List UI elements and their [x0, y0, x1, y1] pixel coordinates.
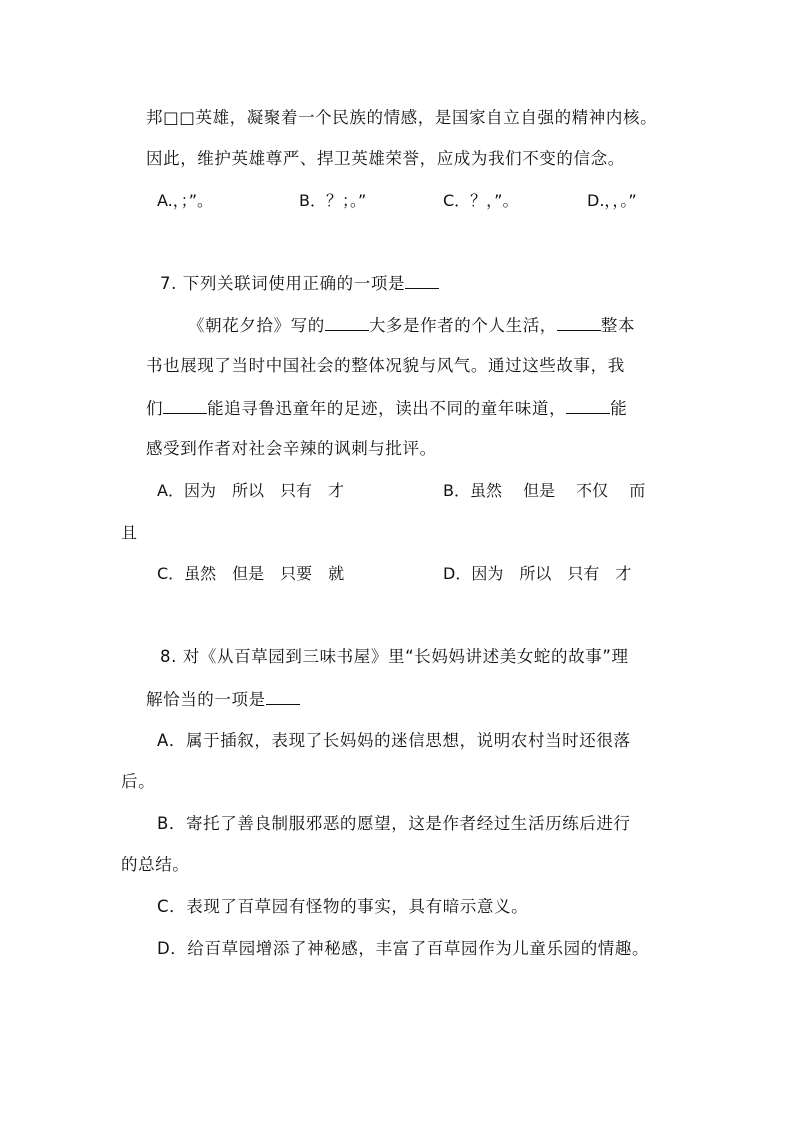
- q7-blank-2[interactable]: [557, 313, 601, 331]
- q7-option-c: C．虽然 但是 只要 就: [157, 564, 345, 583]
- q8-option-b-line-1: B．寄托了善良制服邪恶的愿望，这是作者经过生活历练后进行: [157, 814, 631, 833]
- q7-blank-1[interactable]: [325, 313, 369, 331]
- q7-passage-text: 们: [146, 399, 164, 418]
- q7-option-b-continued: 且: [121, 523, 138, 542]
- q7-option-d: D．因为 所以 只有 才: [443, 564, 632, 583]
- q7-blank-3[interactable]: [163, 396, 207, 414]
- q7-blank-4[interactable]: [566, 396, 610, 414]
- q6-option-d: D.，，。”: [587, 191, 637, 210]
- q8-option-c: C．表现了百草园有怪物的事实，具有暗示意义。: [157, 897, 529, 916]
- q8-stem-line-1: 8. 对《从百草园到三味书屋》里“长妈妈讲述美女蛇的故事”理: [160, 647, 629, 666]
- q7-passage-line-4: 感受到作者对社会辛辣的讽刺与批评。: [146, 439, 437, 458]
- q7-passage-line-3: [146, 396, 627, 421]
- q7-option-a: A．因为 所以 只有 才: [157, 481, 344, 500]
- q6-option-a: A.，；”。: [157, 191, 214, 210]
- q7-passage-text: 整本: [600, 316, 636, 335]
- q6-text-line-2: 因此，维护英雄尊严、捍卫英雄荣誉，应成为我们不变的信念。: [146, 149, 625, 168]
- q6-option-b: B．？；。”: [299, 191, 367, 210]
- q7-passage-text: 能: [610, 399, 628, 418]
- q7-stem: [160, 271, 439, 296]
- q7-passage-text: 能追寻鲁迅童年的足迹，读出不同的童年味道，: [207, 399, 567, 418]
- q8-option-a-line-2: 后。: [121, 772, 156, 791]
- q8-option-a-line-1: A．属于插叙，表现了长妈妈的迷信思想，说明农村当时还很落: [157, 731, 631, 750]
- q7-passage-text: 大多是作者的个人生活，: [368, 316, 557, 335]
- q7-option-b: B．虽然 但是 不仅 而: [443, 481, 646, 500]
- q8-stem-text: 解恰当的一项是: [146, 690, 266, 709]
- q6-text-line-1: 邦□□英雄，凝聚着一个民族的情感，是国家自立自强的精神内核。: [146, 108, 658, 127]
- q7-stem-text: 7. 下列关联词使用正确的一项是: [160, 274, 406, 293]
- q8-option-b-line-2: 的总结。: [121, 855, 190, 874]
- q7-passage-line-1: [188, 313, 635, 338]
- q7-passage-line-2: 书也展现了当时中国社会的整体况貌与风气。通过这些故事，我: [146, 356, 625, 375]
- q6-option-c: C．？，”。: [443, 191, 519, 210]
- q8-stem-line-2: [146, 687, 300, 712]
- q8-answer-blank[interactable]: [266, 687, 300, 705]
- q7-passage-text: 《朝花夕拾》写的: [188, 316, 325, 335]
- q8-option-d: D．给百草园增添了神秘感，丰富了百草园作为儿童乐园的情趣。: [157, 939, 650, 958]
- q7-answer-blank[interactable]: [405, 271, 439, 289]
